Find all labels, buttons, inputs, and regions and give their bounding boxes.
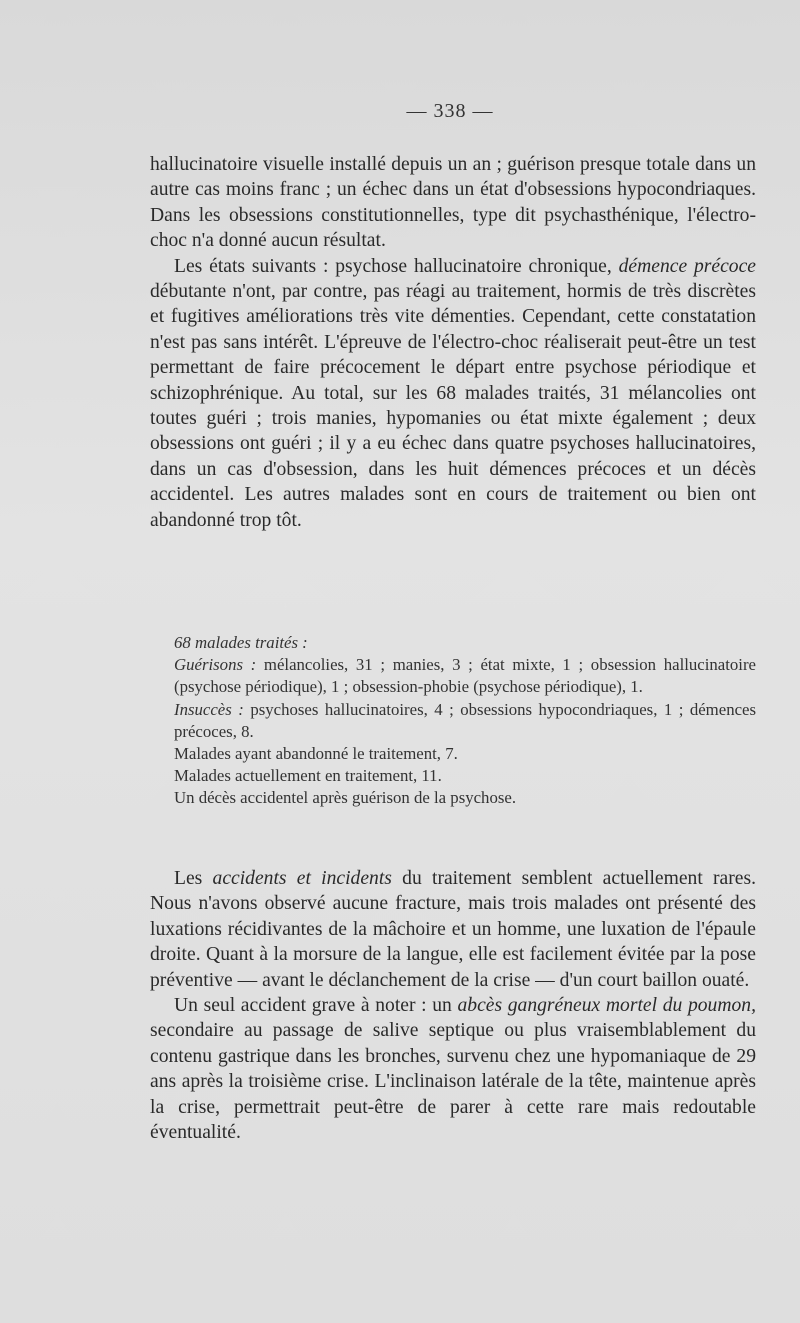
lower-text-block [150,866,756,1145]
results-summary [174,632,756,810]
summary-guerisons: Guérisons : mélancolies, 31 ; manies, 3 ; état mixte, 1 ; obsession hallucinatoire (psychose périodique), 1 ; obsession-phobie (psychose périodique), 1. [174,655,756,697]
italic-term: accidents et incidents [212,868,392,889]
summary-abandon: Malades ayant abandonné le traitement, 7. [174,744,458,764]
italic-term: démence précoce [618,255,756,277]
summary-en-cours: Malades actuellement en traitement, 11. [174,766,442,786]
summary-deces: Un décès accidentel après guérison de la psychose. [174,788,517,808]
paragraph-accident-grave: Un seul accident grave à noter : un abcès gangréneux mortel du poumon, secondaire au passage de salive septique ou plus vraisemblablement du contenu gastrique dans les bronches, survenu chez une hypomaniaque de 29 ans après la troisième crise. L'inclinaison latérale de la tête, maintenue après la crise, permettrait peut-être de parer à cette rare mais redoutable éventualité. [150,995,756,1144]
italic-term: abcès gangréneux mortel du poumon, [457,995,756,1017]
paragraph-accidents: Les accidents et incidents du traitement semblent actuellement rares. Nous n'avons observé aucune fracture, mais trois malades ont présenté des luxations récidivantes de la mâchoire et un homme, une luxation de l'épaule droite. Quant à la morsure de la langue, elle est facilement évitée par la pose préventive — avant le déclanchement de la crise — d'un court baillon ouaté. [150,868,756,991]
paragraph-continuation: hallucinatoire visuelle installé depuis un an ; guérison presque totale dans un autre cas moins franc ; un échec dans un état d'obsessions hypocondriaques. Dans les obsessions constitutionnelles, type dit psychasthénique, l'électro-choc n'a donné aucun résultat. [150,154,756,252]
summary-insucces: Insuccès : psychoses hallucinatoires, 4 ; obsessions hypocondriaques, 1 ; démences précoces, 8. [174,699,757,741]
paragraph-text: Les états suivants : psychose hallucinatoire chronique, [174,255,619,277]
upper-text-block [150,152,756,533]
paragraph-text: débutante n'ont, par contre, pas réagi au traitement, hormis de très discrètes et fugitives améliorations très vite démenties. Cependant, cette constatation n'est pas sans intérêt. L'épreuve de l'électro-choc réaliserait peut-être un test permettant de faire précocement le départ entre psychose périodique et schizophrénique. Au total, sur les 68 malades traités, 31 mélancolies ont toutes guéri ; trois manies, hypomanies ou état mixte également ; deux obsessions ont guéri ; il y a eu échec dans quatre psychoses hallucinatoires, dans un cas d'obsession, dans les huit démences précoces et un décès accidentel. Les autres malades sont en cours de traitement ou bien ont abandonné trop tôt. [150,281,756,531]
page-number: — 338 — [406,100,494,122]
summary-heading: 68 malades traités : [174,633,308,652]
paragraph-etats-suivants [150,254,756,533]
